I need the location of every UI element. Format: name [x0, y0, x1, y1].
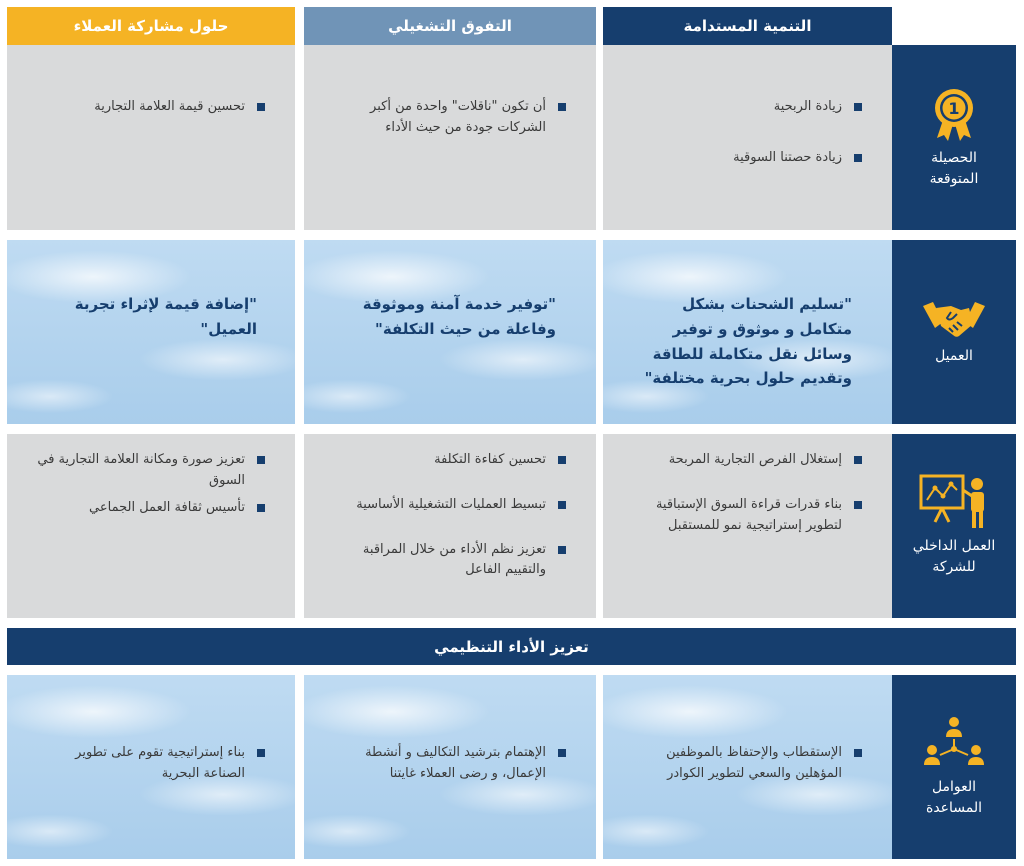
- bullet-square: [257, 504, 265, 512]
- list-item: تعزيز نظم الأداء من خلال المراقبة والتقييم الفاعل: [334, 540, 566, 582]
- cell-customer-operational: [304, 240, 596, 424]
- medal-icon: [931, 86, 977, 142]
- list-item: تأسيس ثقافة العمل الجماعي: [37, 498, 265, 519]
- column-header-customer: [7, 7, 295, 45]
- row-label-outcome-line2: المتوقعة: [929, 170, 979, 187]
- column-header-operational-label: التفوق التشغيلي: [388, 17, 512, 35]
- team-network-icon: [923, 715, 985, 771]
- cell-enablers-operational: [304, 675, 596, 859]
- bullet-square: [257, 749, 265, 757]
- row-label-outcome: [892, 45, 1016, 230]
- cell-outcome-sustainable: [603, 45, 892, 230]
- list-item: تعزيز صورة ومكانة العلامة التجارية في السوق: [37, 450, 265, 492]
- list-item: زيادة الربحية: [633, 97, 862, 118]
- bullet-square: [854, 103, 862, 111]
- list-item: تحسين قيمة العلامة التجارية: [37, 97, 265, 118]
- band-label: تعزيز الأداء التنظيمي: [434, 637, 589, 656]
- column-header-operational: [304, 7, 596, 45]
- bullet-square: [854, 501, 862, 509]
- bullet-square: [558, 749, 566, 757]
- organizational-performance-band: [7, 628, 1016, 665]
- cell-enablers-customer: [7, 675, 295, 859]
- cell-customer-customer: [7, 240, 295, 424]
- bullet-square: [558, 546, 566, 554]
- row-label-enablers: [892, 675, 1016, 859]
- bullet-square: [558, 456, 566, 464]
- list-item: أن تكون "ناقلات" واحدة من أكبر الشركات جودة من حيث الأداء: [334, 97, 566, 139]
- customer-quote-sustainable: "تسليم الشحنات بشكل متكامل و موثوق و توفير وسائل نقل متكاملة للطاقة وتقديم حلول بحرية مختلفة": [644, 295, 852, 388]
- bullet-square: [257, 103, 265, 111]
- row-label-enablers-line2: المساعدة: [925, 800, 983, 816]
- bullet-square: [854, 749, 862, 757]
- list-item: تبسيط العمليات التشغيلية الأساسية: [334, 495, 566, 516]
- list-item: الإستقطاب والإحتفاظ بالموظفين المؤهلين والسعي لتطوير الكوادر: [633, 743, 862, 785]
- cell-outcome-operational: [304, 45, 596, 230]
- row-label-enablers-line1: العوامل: [931, 779, 977, 795]
- presentation-icon: [919, 474, 989, 530]
- cell-outcome-customer: [7, 45, 295, 230]
- cell-internal-operational: [304, 434, 596, 618]
- row-label-internal: [892, 434, 1016, 618]
- bullet-square: [558, 103, 566, 111]
- list-item: إستغلال الفرص التجارية المربحة: [633, 450, 862, 471]
- customer-quote-customer: "إضافة قيمة لإثراء تجربة العميل": [74, 295, 257, 338]
- list-item: بناء إستراتيجية تقوم على تطوير الصناعة البحرية: [37, 743, 265, 785]
- list-item: زيادة حصتنا السوقية: [633, 148, 862, 169]
- column-header-customer-label: حلول مشاركة العملاء: [73, 17, 229, 35]
- row-label-internal-line1: العمل الداخلي: [912, 538, 996, 554]
- row-label-internal-line2: للشركة: [932, 559, 976, 575]
- cell-enablers-sustainable: [603, 675, 892, 859]
- list-item: تحسين كفاءة التكلفة: [334, 450, 566, 471]
- bullet-square: [558, 501, 566, 509]
- row-label-outcome-line1: الحصيلة: [931, 149, 977, 166]
- row-label-customer-text: العميل: [935, 347, 973, 364]
- bullet-square: [257, 456, 265, 464]
- column-header-sustainable: [603, 7, 892, 45]
- list-item: بناء قدرات قراءة السوق الإستباقية لتطوير إستراتيجية نمو للمستقبل: [633, 495, 862, 537]
- bullet-square: [854, 456, 862, 464]
- row-label-customer: [892, 240, 1016, 424]
- cell-internal-customer: [7, 434, 295, 618]
- medal-number: 1: [948, 98, 960, 118]
- handshake-icon: [921, 298, 987, 340]
- cell-customer-sustainable: [603, 240, 892, 424]
- customer-quote-operational: "توفير خدمة آمنة وموثوقة وفاعلة من حيث التكلفة": [362, 295, 556, 338]
- column-header-sustainable-label: التنمية المستدامة: [683, 17, 812, 35]
- bullet-square: [854, 154, 862, 162]
- cell-internal-sustainable: [603, 434, 892, 618]
- list-item: الإهتمام بترشيد التكاليف و أنشطة الإعمال، و رضى العملاء غايتنا: [334, 743, 566, 785]
